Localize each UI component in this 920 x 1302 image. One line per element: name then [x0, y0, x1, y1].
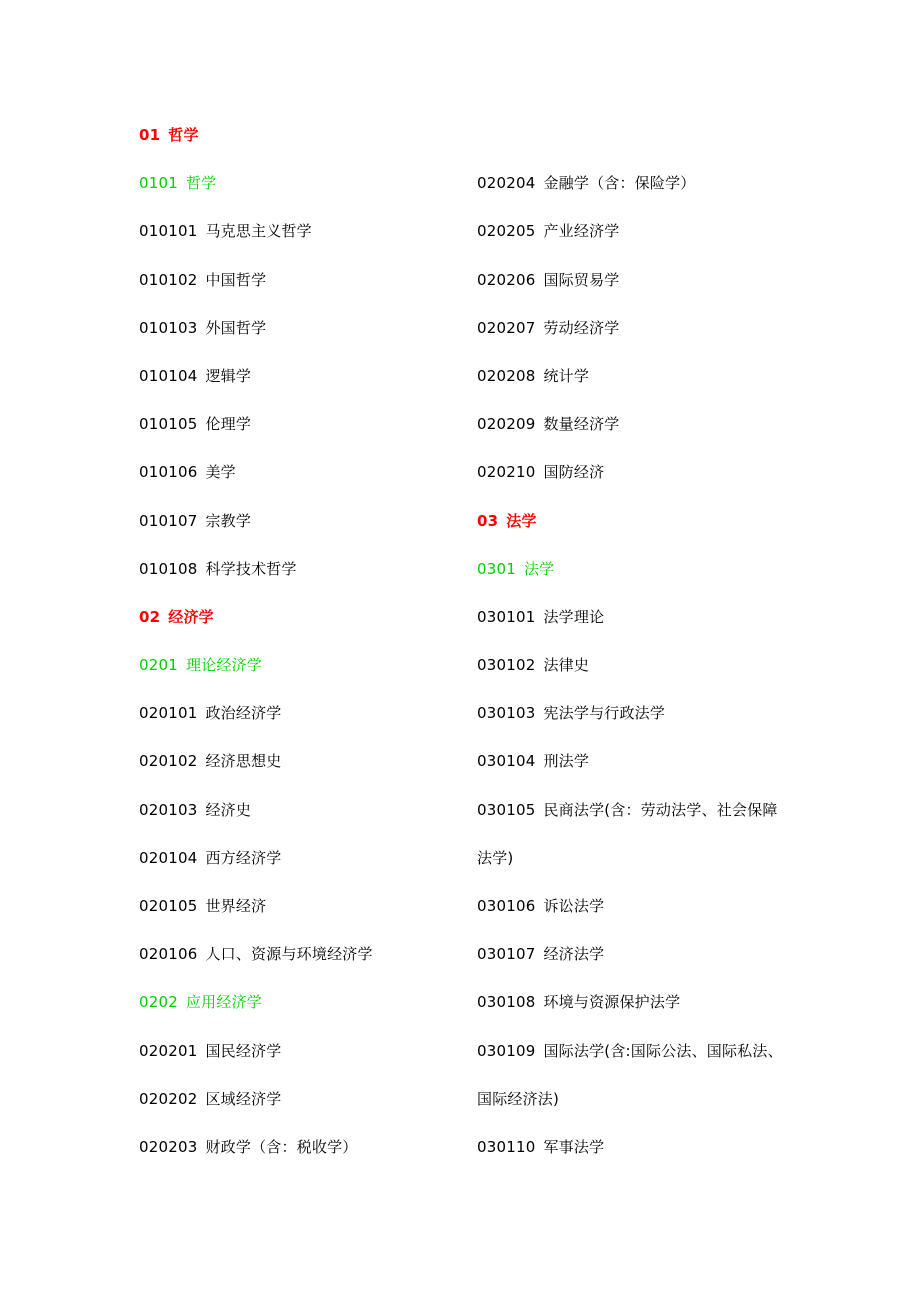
entry-name: 人口、资源与环境经济学 — [205, 945, 373, 964]
entry-code: 010101 — [139, 222, 198, 241]
blank-line — [477, 122, 807, 170]
entry-code: 020203 — [139, 1137, 198, 1156]
entry-name: 刑法学 — [543, 752, 590, 771]
major-entry — [139, 700, 459, 748]
entry-name: 国民经济学 — [205, 1041, 282, 1060]
major-entry — [139, 893, 459, 941]
entry-code: 030107 — [477, 945, 536, 964]
major-entry — [477, 941, 807, 989]
entry-name: 法学理论 — [543, 607, 605, 626]
major-entry — [139, 1086, 459, 1134]
entry-code: 030106 — [477, 897, 536, 915]
entry-code: 030109 — [477, 1041, 536, 1060]
entry-name: 统计学 — [543, 366, 590, 385]
entry-code: 020209 — [477, 415, 536, 434]
entry-name: 数量经济学 — [543, 415, 620, 434]
entry-code: 010103 — [139, 318, 198, 337]
entry-name: 宪法学与行政法学 — [543, 704, 666, 723]
entry-name: 科学技术哲学 — [205, 559, 297, 578]
entry-code: 010108 — [139, 559, 198, 578]
major-entry — [477, 170, 807, 218]
entry-code: 020206 — [477, 270, 536, 289]
entry-name: 国际法学(含:国际公法、国际私法、 — [543, 1041, 783, 1060]
entry-code: 020205 — [477, 222, 536, 241]
major-entry — [139, 845, 459, 893]
category-heading — [139, 122, 459, 170]
major-entry — [477, 1134, 807, 1182]
entry-name: 国际贸易学 — [543, 270, 620, 289]
major-entry — [477, 459, 807, 507]
left-column — [139, 122, 459, 1182]
entry-code: 010104 — [139, 366, 198, 385]
entry-name: 产业经济学 — [543, 222, 620, 241]
entry-code: 030104 — [477, 752, 536, 771]
entry-name: 环境与资源保护法学 — [543, 993, 681, 1012]
entry-name: 国际经济法) — [477, 1089, 560, 1108]
entry-code: 01 — [139, 126, 161, 144]
entry-name: 理论经济学 — [185, 656, 262, 675]
category-heading — [139, 604, 459, 652]
entry-name: 中国哲学 — [205, 270, 267, 289]
entry-name: 法律史 — [543, 656, 590, 675]
entry-name: 哲学 — [185, 174, 217, 193]
major-entry — [139, 315, 459, 363]
discipline-heading — [139, 989, 459, 1037]
entry-code: 030101 — [477, 607, 536, 626]
major-entry — [477, 315, 807, 363]
entry-name: 国防经济 — [543, 463, 605, 482]
entry-name: 法学 — [523, 559, 555, 578]
entry-code: 020204 — [477, 174, 536, 193]
entry-name: 逻辑学 — [205, 366, 252, 385]
entry-code: 020207 — [477, 318, 536, 337]
major-entry — [139, 363, 459, 411]
entry-code: 02 — [139, 607, 161, 626]
entry-code: 020202 — [139, 1089, 198, 1108]
major-entry — [139, 556, 459, 604]
entry-name: 经济学 — [168, 607, 214, 626]
entry-code: 020102 — [139, 752, 198, 771]
entry-code: 03 — [477, 511, 499, 530]
entry-code: 0301 — [477, 559, 516, 578]
entry-code: 020101 — [139, 704, 198, 723]
entry-name: 军事法学 — [543, 1137, 605, 1156]
major-entry — [139, 941, 459, 989]
entry-name: 经济法学 — [543, 945, 605, 964]
entry-code: 0101 — [139, 174, 178, 193]
discipline-heading — [139, 170, 459, 218]
entry-code: 030105 — [477, 800, 536, 819]
entry-name: 法学) — [477, 848, 514, 867]
entry-code: 020210 — [477, 463, 536, 482]
entry-name: 宗教学 — [205, 511, 252, 530]
entry-code: 020105 — [139, 897, 198, 915]
entry-code: 010105 — [139, 415, 198, 434]
entry-name: 经济思想史 — [205, 752, 282, 771]
major-entry — [139, 218, 459, 266]
major-entry — [477, 411, 807, 459]
entry-code: 020208 — [477, 366, 536, 385]
entry-name: 劳动经济学 — [543, 318, 620, 337]
entry-name: 法学 — [506, 511, 537, 530]
major-entry — [139, 1134, 459, 1182]
entry-name: 金融学（含：保险学） — [543, 174, 696, 193]
major-entry — [477, 218, 807, 266]
major-entry-continuation — [477, 1086, 807, 1134]
major-entry-continuation — [477, 845, 807, 893]
entry-code: 010106 — [139, 463, 198, 482]
discipline-heading — [477, 556, 807, 604]
major-entry — [139, 459, 459, 507]
entry-code: 020201 — [139, 1041, 198, 1060]
entry-name: 西方经济学 — [205, 848, 282, 867]
entry-name: 诉讼法学 — [543, 897, 605, 915]
major-entry — [139, 411, 459, 459]
entry-code: 020103 — [139, 800, 198, 819]
major-entry — [477, 893, 807, 941]
entry-name: 世界经济 — [205, 897, 267, 915]
entry-code: 020106 — [139, 945, 198, 964]
major-entry — [477, 652, 807, 700]
major-entry — [477, 363, 807, 411]
entry-code: 030102 — [477, 656, 536, 675]
entry-name: 政治经济学 — [205, 704, 282, 723]
entry-code: 0201 — [139, 656, 178, 675]
entry-name: 伦理学 — [205, 415, 252, 434]
entry-code: 030110 — [477, 1137, 536, 1156]
major-entry — [477, 797, 807, 845]
entry-name: 区域经济学 — [205, 1089, 282, 1108]
entry-name: 哲学 — [168, 126, 199, 144]
entry-code: 010107 — [139, 511, 198, 530]
discipline-heading — [139, 652, 459, 700]
major-entry — [139, 267, 459, 315]
entry-name: 经济史 — [205, 800, 252, 819]
major-entry — [477, 700, 807, 748]
major-entry — [477, 604, 807, 652]
entry-name: 应用经济学 — [185, 993, 262, 1012]
entry-name: 美学 — [205, 463, 236, 482]
entry-code: 0202 — [139, 993, 178, 1012]
entry-code: 010102 — [139, 270, 198, 289]
major-entry — [139, 1038, 459, 1086]
entry-code: 030108 — [477, 993, 536, 1012]
right-column — [477, 122, 807, 1182]
entry-name: 民商法学(含：劳动法学、社会保障 — [543, 800, 778, 819]
major-entry — [139, 797, 459, 845]
entry-code: 020104 — [139, 848, 198, 867]
major-entry — [477, 989, 807, 1037]
entry-name: 外国哲学 — [205, 318, 267, 337]
major-entry — [477, 1038, 807, 1086]
entry-code: 030103 — [477, 704, 536, 723]
entry-name: 财政学（含：税收学） — [205, 1137, 358, 1156]
major-entry — [477, 267, 807, 315]
category-heading — [477, 508, 807, 556]
major-entry — [139, 748, 459, 796]
major-entry — [139, 508, 459, 556]
major-entry — [477, 748, 807, 796]
entry-name: 马克思主义哲学 — [205, 222, 312, 241]
